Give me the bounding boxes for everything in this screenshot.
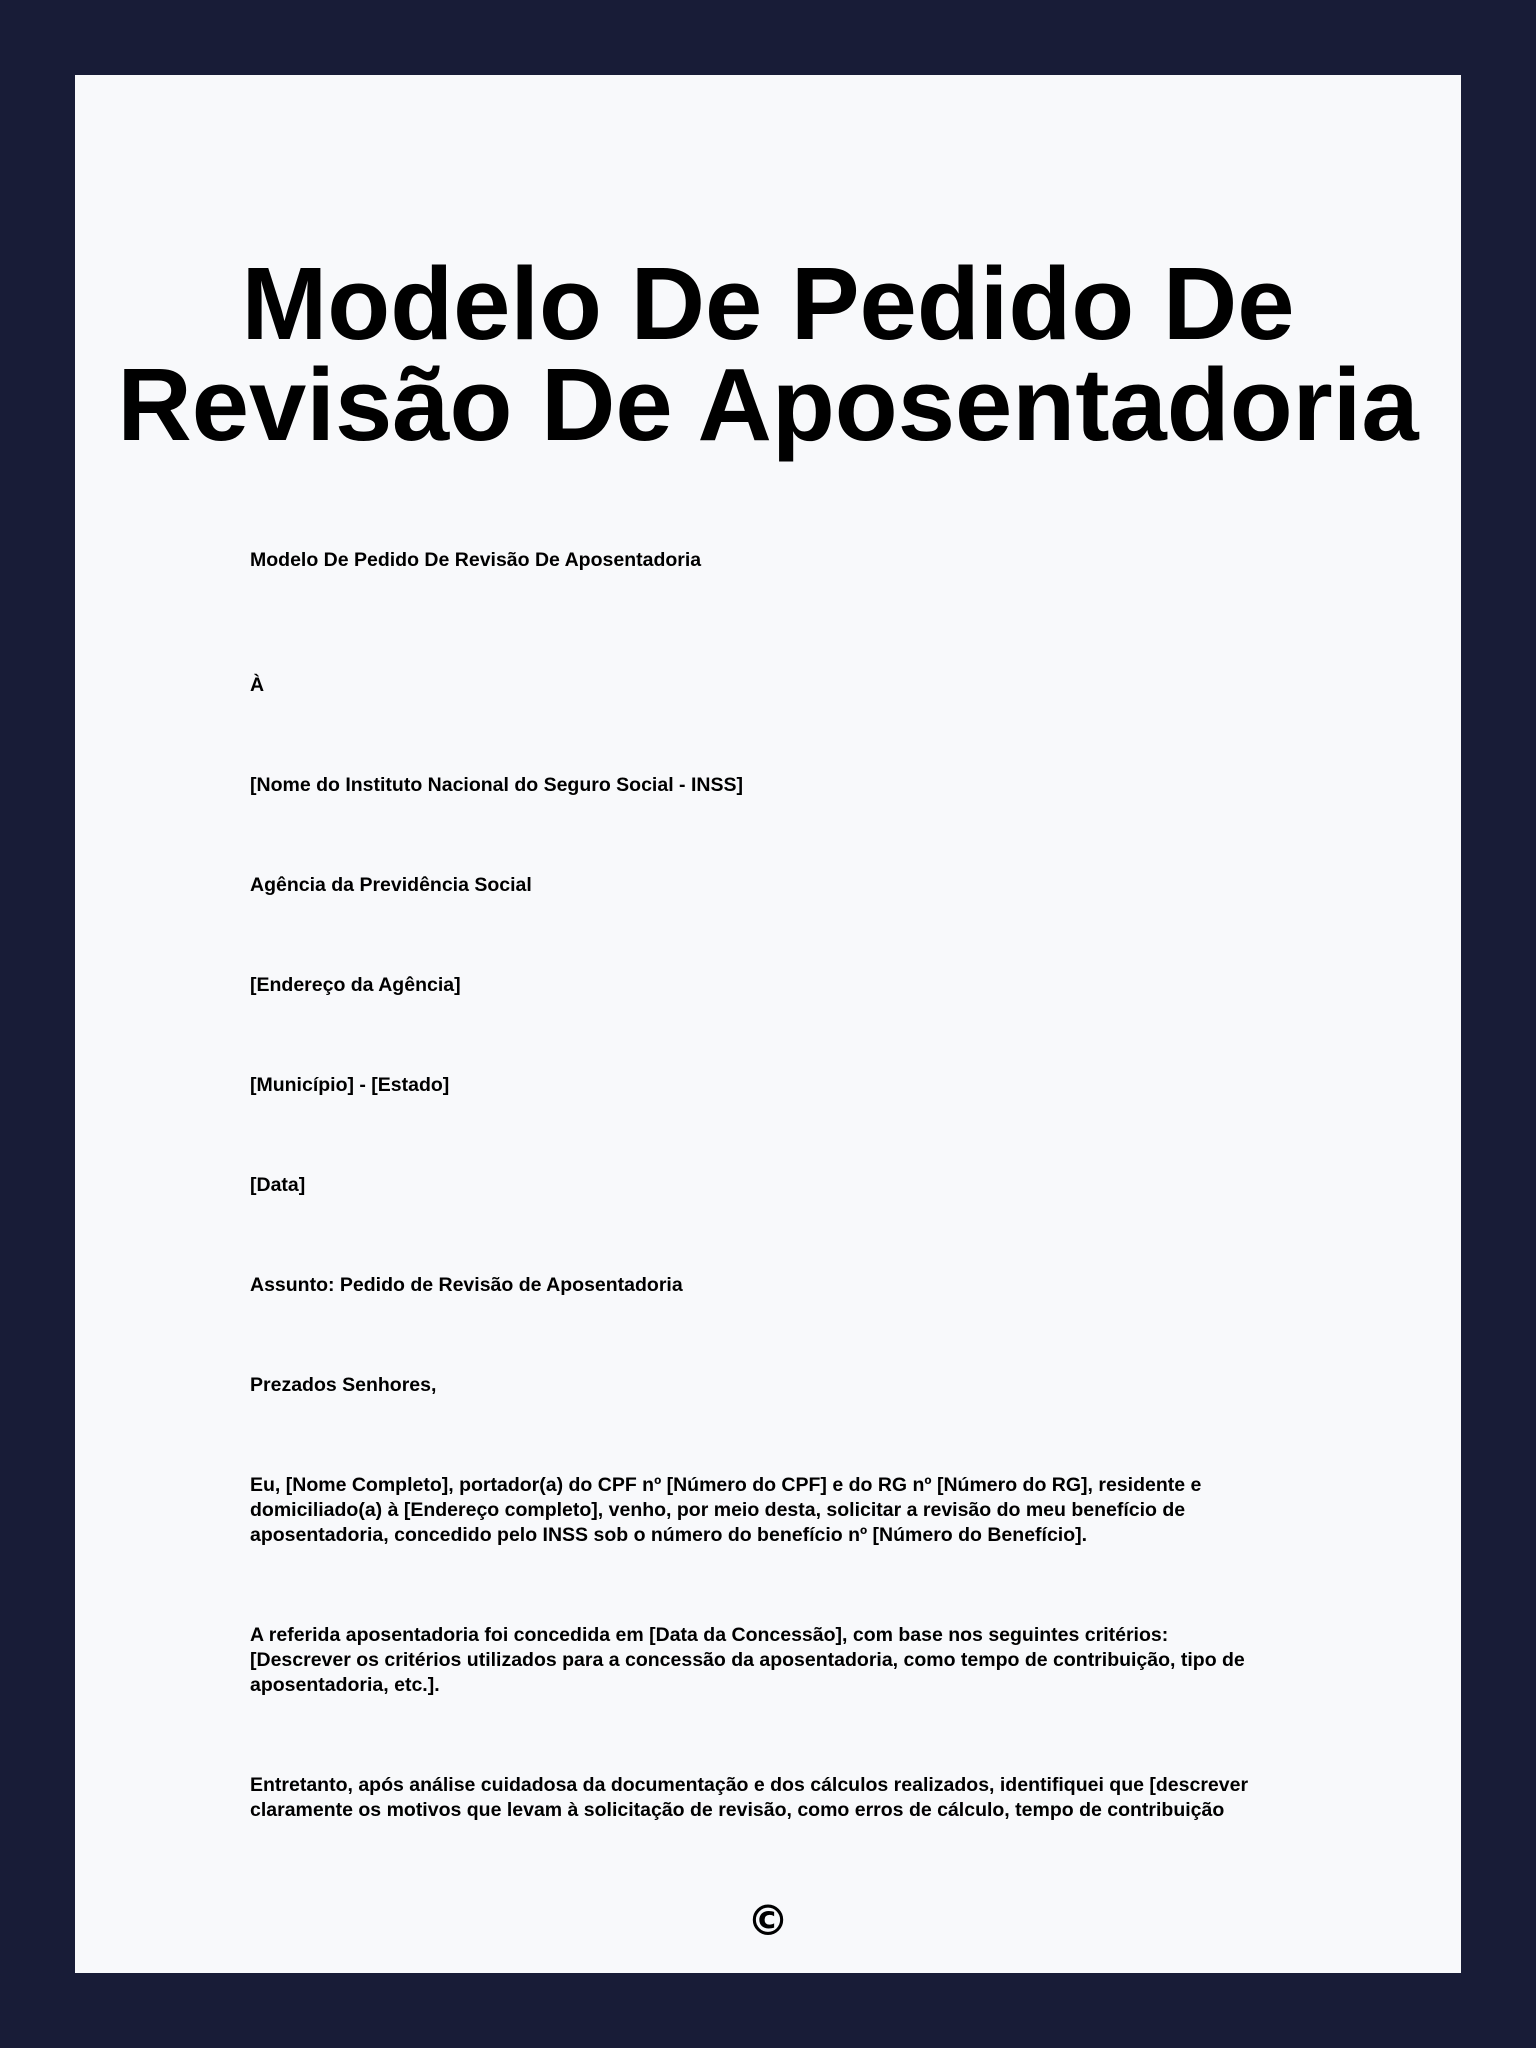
document-page: [75, 75, 1461, 1973]
letter-subject: Assunto: Pedido de Revisão de Aposentadoria: [250, 1274, 683, 1296]
recipient-agency: Agência da Previdência Social: [250, 874, 532, 896]
paragraph-line: Entretanto, após análise cuidadosa da documentação e dos cálculos realizados, identifiquei que [descrever: [250, 1774, 1249, 1796]
recipient-city: [Município] - [Estado]: [250, 1074, 450, 1096]
recipient-name: [Nome do Instituto Nacional do Seguro Social - INSS]: [250, 774, 743, 796]
paragraph-revision-reasons: [250, 1773, 1360, 1823]
document-title: [75, 246, 1461, 462]
paragraph-identification: [250, 1473, 1360, 1548]
letter-greeting: Prezados Senhores,: [250, 1374, 437, 1396]
paragraph-concession: [250, 1623, 1360, 1698]
paragraph-line: domiciliado(a) à [Endereço completo], venho, por meio desta, solicitar a revisão do meu benefício de: [250, 1499, 1186, 1521]
paragraph-line: [Descrever os critérios utilizados para a concessão da aposentadoria, como tempo de contribuição, tipo de: [250, 1649, 1245, 1671]
copyright-icon: ©: [747, 1896, 789, 1945]
letter-date: [Data]: [250, 1174, 306, 1196]
paragraph-line: claramente os motivos que levam à solicitação de revisão, como erros de cálculo, tempo de contribuição: [250, 1799, 1225, 1821]
salutation-to: À: [250, 674, 265, 696]
title-line-2: Revisão De Aposentadoria: [117, 347, 1419, 462]
paragraph-line: Eu, [Nome Completo], portador(a) do CPF nº [Número do CPF] e do RG nº [Número do RG], residente e: [250, 1474, 1202, 1496]
paragraph-line: aposentadoria, etc.].: [250, 1674, 440, 1696]
paragraph-line: A referida aposentadoria foi concedida em [Data da Concessão], com base nos seguintes critérios:: [250, 1624, 1169, 1646]
title-line-1: Modelo De Pedido De: [241, 246, 1295, 361]
document-subtitle: Modelo De Pedido De Revisão De Aposentadoria: [250, 549, 702, 571]
paragraph-line: aposentadoria, concedido pelo INSS sob o número do benefício nº [Número do Benefício].: [250, 1524, 1088, 1546]
recipient-address: [Endereço da Agência]: [250, 974, 461, 996]
